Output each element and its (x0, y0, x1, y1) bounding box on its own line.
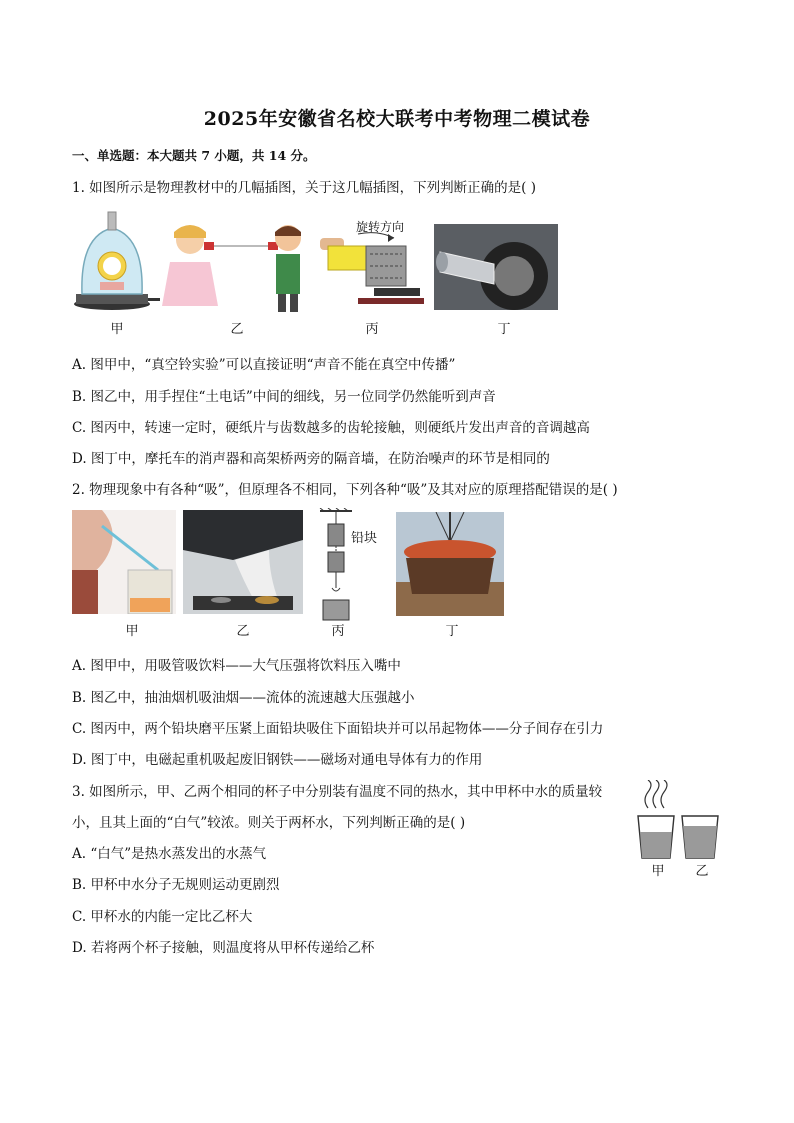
q1-caption-jia: 甲 (110, 322, 124, 337)
string-telephone-figure (160, 222, 310, 314)
q1-option-b: B. 图乙中，用手捏住“土电话”中间的细线，另一位同学仍然能听到声音 (72, 389, 496, 405)
q2-option-a: A. 图甲中，用吸管吸饮料——大气压强将饮料压入嘴中 (72, 658, 401, 674)
lead-block-figure (318, 508, 354, 622)
q1-caption-ding: 丁 (497, 322, 511, 337)
q3-stem-line2: 小，且其上面的“白气”较浓。则关于两杯水，下列判断正确的是( ) (72, 815, 466, 831)
q2-caption-bing: 丙 (331, 624, 345, 639)
electromagnet-crane-photo (396, 512, 504, 616)
q2-option-b: B. 图乙中，抽油烟机吸油烟——流体的流速越大压强越小 (72, 690, 415, 706)
two-cups-figure (636, 780, 720, 860)
bell-jar-figure (72, 206, 162, 316)
q2-caption-ding: 丁 (445, 624, 459, 639)
q1-option-c: C. 图丙中，转速一定时，硬纸片与齿数越多的齿轮接触，则硬纸片发出声音的音调越高 (72, 420, 590, 436)
muffler-photo (434, 224, 558, 310)
q3-stem-line1: 3. 如图所示，甲、乙两个相同的杯子中分别装有温度不同的热水，其中甲杯中水的质量较 (72, 784, 603, 800)
q2-caption-yi: 乙 (236, 624, 250, 639)
q2-stem: 2. 物理现象中有各种“吸”，但原理各不相同，下列各种“吸”及其对应的原理搭配错误的是( ) (72, 482, 618, 498)
q3-option-c: C. 甲杯水的内能一定比乙杯大 (72, 909, 253, 925)
q1-caption-bing: 丙 (365, 322, 379, 337)
q3-option-a: A. “白气”是热水蒸发出的水蒸气 (72, 846, 267, 862)
gear-figure (318, 232, 428, 312)
range-hood-photo (183, 510, 303, 614)
q1-option-d: D. 图丁中，摩托车的消声器和高架桥两旁的隔音墙，在防治噪声的环节是相同的 (72, 451, 550, 467)
q1-option-a: A. 图甲中，“真空铃实验”可以直接证明“声音不能在真空中传播” (72, 357, 456, 373)
exam-title: 2025年安徽省名校大联考中考物理二模试卷 (203, 108, 591, 130)
straw-drinking-photo (72, 510, 176, 614)
rotate-direction-label: 旋转方向 (356, 220, 405, 234)
q1-caption-yi: 乙 (230, 322, 244, 337)
q2-option-d: D. 图丁中，电磁起重机吸起废旧钢铁——磁场对通电导体有力的作用 (72, 752, 483, 768)
q1-stem: 1. 如图所示是物理教材中的几幅插图，关于这几幅插图，下列判断正确的是( ) (72, 180, 536, 196)
q2-caption-jia: 甲 (125, 624, 139, 639)
q3-caption-jia: 甲 (651, 864, 665, 879)
section-heading: 一、单选题：本大题共 7 小题，共 14 分。 (72, 148, 316, 163)
lead-block-label: 铅块 (351, 531, 378, 546)
q3-option-b: B. 甲杯中水分子无规则运动更剧烈 (72, 877, 280, 893)
q3-option-d: D. 若将两个杯子接触，则温度将从甲杯传递给乙杯 (72, 940, 375, 956)
q2-option-c: C. 图丙中，两个铅块磨平压紧上面铅块吸住下面铅块并可以吊起物体——分子间存在引力 (72, 721, 604, 737)
q3-caption-yi: 乙 (695, 864, 709, 879)
